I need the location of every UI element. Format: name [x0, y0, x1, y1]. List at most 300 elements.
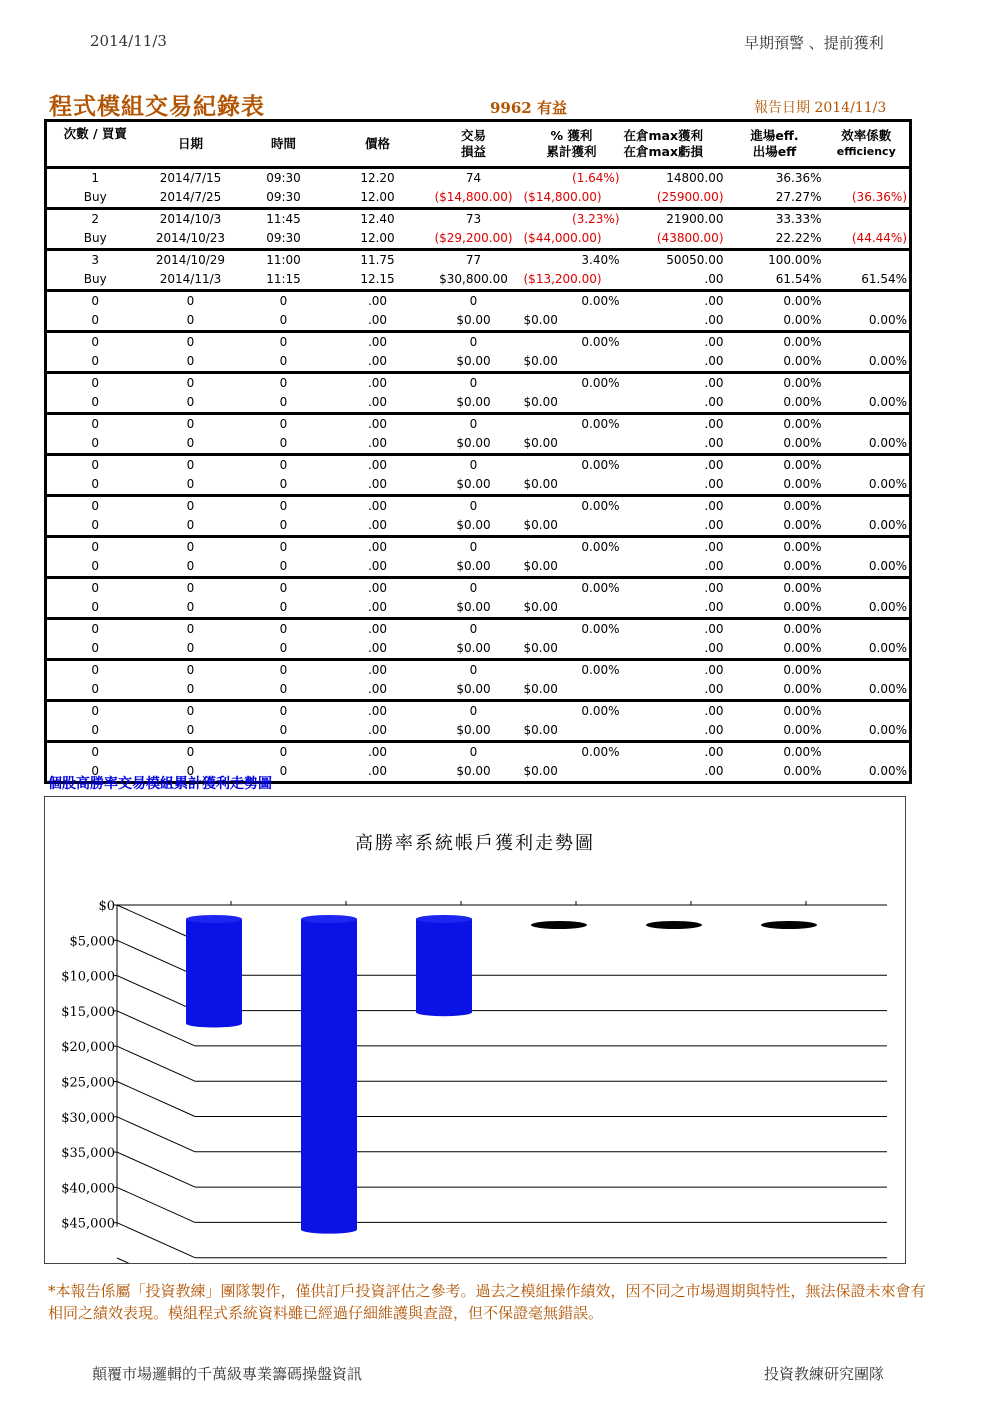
cell-efficiency	[824, 660, 911, 681]
cell-price: .00	[367, 764, 388, 778]
cell-efficiency: (36.36%)	[851, 190, 907, 204]
trade-group	[46, 455, 911, 496]
cell-price: 12.15	[360, 272, 395, 286]
cell-pct: ($13,200.00)	[523, 272, 602, 286]
cell-trade: $0.00	[456, 600, 491, 614]
table-row	[46, 537, 911, 558]
cell-pct: 0.00%	[581, 540, 620, 554]
cell-max: .00	[704, 581, 724, 595]
cell-time: 0	[279, 600, 288, 614]
cell-efficiency: 0.00%	[868, 477, 907, 491]
cell-max: .00	[704, 354, 724, 368]
cell-max: .00	[704, 417, 724, 431]
cell-efficiency: 0.00%	[868, 395, 907, 409]
cell-date: 0	[186, 354, 195, 368]
cell-max: .00	[704, 600, 724, 614]
cell-pct: 0.00%	[581, 663, 620, 677]
cell-time: 0	[279, 723, 288, 737]
cell-time: 0	[279, 641, 288, 655]
cell-date: 0	[186, 723, 195, 737]
table-row	[46, 742, 911, 763]
cell-time: 0	[279, 313, 288, 327]
cell-no: 1	[91, 171, 100, 185]
cell-efficiency	[824, 701, 911, 722]
cell-trade: $30,800.00	[439, 272, 508, 286]
cell-efficiency	[824, 291, 911, 312]
cell-eff: 0.00%	[783, 682, 822, 696]
cell-pct: $0.00	[523, 723, 558, 737]
trade-group	[46, 496, 911, 537]
grid-diagonal	[117, 905, 195, 940]
cell-eff: 0.00%	[783, 559, 822, 573]
cell-eff: 0.00%	[783, 417, 822, 431]
cell-time: 0	[279, 581, 288, 595]
cell-max: .00	[704, 518, 724, 532]
cell-date: 0	[186, 540, 195, 554]
cell-eff: 61.54%	[775, 272, 822, 286]
cell-efficiency: 0.00%	[868, 641, 907, 655]
cell-max: .00	[704, 622, 724, 636]
header-slogan: 早期預警 、提前獲利	[744, 34, 884, 52]
cell-max: .00	[704, 682, 724, 696]
cell-trade: 77	[465, 253, 482, 267]
grid-diagonal	[117, 1223, 195, 1258]
y-tick-label: $25,000	[61, 1075, 115, 1091]
cell-price: .00	[367, 335, 388, 349]
cell-pct: ($14,800.00)	[523, 190, 602, 204]
cell-date: 2014/11/3	[159, 272, 222, 286]
y-tick-label: $0	[98, 899, 115, 914]
cell-eff: 36.36%	[775, 171, 822, 185]
cell-price: .00	[367, 477, 388, 491]
header-max	[622, 121, 726, 168]
cell-trade: 0	[469, 704, 478, 718]
cell-date: 0	[186, 376, 195, 390]
grid-diagonal	[117, 1187, 195, 1222]
cell-eff: 0.00%	[783, 335, 822, 349]
header-pct-top: % 獲利	[550, 128, 593, 143]
cell-max: .00	[704, 294, 724, 308]
cell-time: 0	[279, 436, 288, 450]
cell-efficiency	[824, 250, 911, 271]
cell-date: 0	[186, 559, 195, 573]
cell-pct: (3.23%)	[572, 212, 620, 226]
cell-max: .00	[704, 745, 724, 759]
cell-pct: 3.40%	[581, 253, 620, 267]
cell-price: 12.20	[360, 171, 395, 185]
cell-price: 12.00	[360, 231, 395, 245]
cell-pct: $0.00	[523, 682, 558, 696]
cell-date: 0	[186, 764, 195, 778]
cell-max: .00	[704, 272, 724, 286]
cell-efficiency	[824, 373, 911, 394]
cell-trade: ($14,800.00)	[434, 190, 513, 204]
cell-eff: 0.00%	[783, 436, 822, 450]
bar	[416, 919, 472, 1012]
bar-top	[186, 915, 242, 923]
cell-eff: 0.00%	[783, 477, 822, 491]
cell-efficiency: 0.00%	[868, 354, 907, 368]
cell-time: 11:15	[266, 272, 301, 286]
disclaimer-note: *本報告係屬「投資教練」團隊製作，僅供訂戶投資評估之參考。過去之模組操作績效，因不同之市場週期與特性，無法保證未來會有相同之績效表現。模組程式系統資料雖已經過仔細維護與查證，但不保證毫無錯誤。	[48, 1282, 926, 1322]
header-efficiency-bottom: efficiency	[836, 145, 896, 158]
cell-efficiency: 0.00%	[868, 764, 907, 778]
cell-max: .00	[704, 313, 724, 327]
cell-date: 0	[186, 436, 195, 450]
y-tick-label: $15,000	[61, 1004, 115, 1020]
y-tick-label: $5,000	[69, 934, 115, 950]
header-efficiency	[824, 121, 911, 168]
cell-no: 2	[91, 212, 100, 226]
header-max-bottom: 在倉max虧損	[623, 144, 704, 159]
cell-no: 0	[91, 704, 100, 718]
cell-time: 0	[279, 499, 288, 513]
cell-eff: 0.00%	[783, 745, 822, 759]
cell-pct: 0.00%	[581, 458, 620, 472]
cell-pct: 0.00%	[581, 417, 620, 431]
cell-trade: $0.00	[456, 436, 491, 450]
table-row	[46, 721, 911, 742]
cell-pct: 0.00%	[581, 376, 620, 390]
cell-time: 11:45	[266, 212, 301, 226]
grid-diagonal	[117, 1046, 195, 1081]
grid-diagonal	[117, 940, 195, 975]
cell-no: 0	[91, 764, 100, 778]
cell-max: .00	[704, 395, 724, 409]
cell-no: 0	[91, 335, 100, 349]
cell-max: .00	[704, 641, 724, 655]
cell-no: 0	[91, 682, 100, 696]
cell-pct: ($44,000.00)	[523, 231, 602, 245]
cell-trade: $0.00	[456, 477, 491, 491]
bar-bottom	[416, 1008, 472, 1016]
cell-pct: 0.00%	[581, 294, 620, 308]
cell-no: 0	[91, 436, 100, 450]
cell-eff: 0.00%	[783, 723, 822, 737]
cell-no: 0	[91, 581, 100, 595]
cell-price: .00	[367, 417, 388, 431]
cell-efficiency	[824, 496, 911, 517]
cell-time: 09:30	[266, 171, 301, 185]
header-date: 2014/11/3	[90, 32, 167, 50]
cell-eff: 0.00%	[783, 600, 822, 614]
cell-price: 12.40	[360, 212, 395, 226]
cell-no: 0	[91, 745, 100, 759]
cell-efficiency	[824, 455, 911, 476]
header-time: 時間	[270, 136, 296, 151]
table-row	[46, 475, 911, 496]
cell-no: 0	[91, 376, 100, 390]
cell-date: 0	[186, 335, 195, 349]
y-tick-label: $35,000	[61, 1146, 115, 1162]
cell-pct: $0.00	[523, 764, 558, 778]
bar-zero	[531, 921, 587, 929]
grid-diagonal	[117, 1258, 195, 1263]
cell-trade: 73	[465, 212, 482, 226]
bar-top	[416, 915, 472, 923]
cell-max: (25900.00)	[656, 190, 724, 204]
cell-no: 0	[91, 559, 100, 573]
chart-title: 高勝率系統帳戶獲利走勢圖	[355, 833, 595, 854]
cell-date: 0	[186, 682, 195, 696]
cell-no: 0	[91, 458, 100, 472]
cell-date: 0	[186, 704, 195, 718]
cell-pct: 0.00%	[581, 335, 620, 349]
cell-date: 2014/10/23	[155, 231, 226, 245]
cell-price: .00	[367, 354, 388, 368]
cell-trade: 0	[469, 499, 478, 513]
cell-price: .00	[367, 600, 388, 614]
table-row	[46, 516, 911, 537]
cell-time: 0	[279, 458, 288, 472]
header-eff-top: 進場eff.	[750, 128, 799, 143]
stock-name: 9962 有益	[490, 99, 567, 117]
cell-eff: 33.33%	[775, 212, 822, 226]
cell-date: 0	[186, 581, 195, 595]
cell-date: 0	[186, 622, 195, 636]
table-row	[46, 414, 911, 435]
cell-max: .00	[704, 704, 724, 718]
cell-time: 0	[279, 663, 288, 677]
cell-no: Buy	[83, 231, 107, 245]
bar	[301, 919, 357, 1230]
cell-no: 0	[91, 354, 100, 368]
bar-zero	[761, 921, 817, 929]
header-no: 次數 / 買賣	[63, 126, 127, 141]
cell-eff: 0.00%	[783, 354, 822, 368]
cell-trade: 0	[469, 376, 478, 390]
cell-no: 3	[91, 253, 100, 267]
cell-eff: 0.00%	[783, 663, 822, 677]
cell-trade: $0.00	[456, 764, 491, 778]
cell-pct: $0.00	[523, 354, 558, 368]
cell-date: 2014/7/15	[159, 171, 222, 185]
cell-efficiency: 0.00%	[868, 600, 907, 614]
cell-eff: 0.00%	[783, 395, 822, 409]
chart-svg	[45, 797, 905, 1263]
cell-no: 0	[91, 600, 100, 614]
header-eff-bottom: 出場eff	[752, 144, 797, 159]
table-header	[46, 121, 911, 168]
cell-eff: 0.00%	[783, 704, 822, 718]
cell-pct: 0.00%	[581, 581, 620, 595]
cell-eff: 0.00%	[783, 294, 822, 308]
table-row	[46, 373, 911, 394]
table-row	[46, 311, 911, 332]
cell-date: 0	[186, 745, 195, 759]
table-row	[46, 598, 911, 619]
trade-group	[46, 578, 911, 619]
cell-price: .00	[367, 376, 388, 390]
cell-max: .00	[704, 376, 724, 390]
cell-eff: 0.00%	[783, 313, 822, 327]
cell-date: 0	[186, 395, 195, 409]
y-tick-label: $45,000	[61, 1216, 115, 1232]
cell-date: 0	[186, 518, 195, 532]
trade-log-table	[44, 119, 912, 784]
header-max-top: 在倉max獲利	[623, 128, 704, 143]
cell-trade: $0.00	[456, 559, 491, 573]
cell-eff: 100.00%	[768, 253, 822, 267]
table-row	[46, 270, 911, 291]
table-row	[46, 455, 911, 476]
cell-trade: 0	[469, 458, 478, 472]
cell-pct: $0.00	[523, 477, 558, 491]
header-trade-bottom: 損益	[460, 144, 486, 159]
cell-time: 0	[279, 335, 288, 349]
cell-price: .00	[367, 518, 388, 532]
cell-time: 0	[279, 704, 288, 718]
cell-eff: 27.27%	[775, 190, 822, 204]
cell-efficiency: 0.00%	[868, 436, 907, 450]
cell-efficiency	[824, 168, 911, 189]
cell-time: 0	[279, 477, 288, 491]
footer-right: 投資教練研究團隊	[764, 1365, 885, 1383]
cell-eff: 0.00%	[783, 641, 822, 655]
trade-group	[46, 332, 911, 373]
cell-trade: $0.00	[456, 518, 491, 532]
bar-top	[301, 915, 357, 923]
cell-eff: 0.00%	[783, 764, 822, 778]
table-row	[46, 209, 911, 230]
cell-no: 0	[91, 313, 100, 327]
cell-pct: $0.00	[523, 518, 558, 532]
cell-no: 0	[91, 723, 100, 737]
cell-efficiency	[824, 742, 911, 763]
cell-time: 0	[279, 354, 288, 368]
report-date: 報告日期 2014/11/3	[754, 100, 887, 116]
cell-efficiency	[824, 414, 911, 435]
cell-pct: $0.00	[523, 313, 558, 327]
cell-pct: $0.00	[523, 559, 558, 573]
y-tick-label: $10,000	[61, 969, 115, 985]
cell-eff: 0.00%	[783, 499, 822, 513]
cell-pct: 0.00%	[581, 622, 620, 636]
table-row	[46, 557, 911, 578]
chart-section-title: 個股高勝率交易模組累計獲利走勢圖	[48, 776, 272, 792]
table-row	[46, 701, 911, 722]
cell-efficiency	[824, 209, 911, 230]
cell-trade: 0	[469, 745, 478, 759]
trade-group	[46, 373, 911, 414]
cell-pct: $0.00	[523, 641, 558, 655]
cell-trade: $0.00	[456, 313, 491, 327]
cell-price: .00	[367, 723, 388, 737]
cell-trade: 0	[469, 622, 478, 636]
cell-max: .00	[704, 723, 724, 737]
cell-price: .00	[367, 622, 388, 636]
trade-group	[46, 701, 911, 742]
cell-date: 0	[186, 458, 195, 472]
cell-trade: 0	[469, 540, 478, 554]
cell-eff: 22.22%	[775, 231, 822, 245]
cell-max: 50050.00	[666, 253, 724, 267]
header-eff	[726, 121, 824, 168]
cell-time: 0	[279, 376, 288, 390]
cell-trade: $0.00	[456, 641, 491, 655]
cell-price: .00	[367, 540, 388, 554]
trade-group	[46, 209, 911, 250]
table-row	[46, 639, 911, 660]
profit-chart	[44, 796, 906, 1264]
cell-price: .00	[367, 745, 388, 759]
cell-trade: ($29,200.00)	[434, 231, 513, 245]
cell-trade: 0	[469, 663, 478, 677]
cell-price: .00	[367, 663, 388, 677]
header-pct-bottom: 累計獲利	[546, 144, 597, 159]
cell-trade: $0.00	[456, 354, 491, 368]
cell-efficiency	[824, 619, 911, 640]
cell-pct: (1.64%)	[572, 171, 620, 185]
cell-price: .00	[367, 313, 388, 327]
cell-efficiency: 0.00%	[868, 682, 907, 696]
bar-zero	[646, 921, 702, 929]
cell-time: 09:30	[266, 190, 301, 204]
cell-no: 0	[91, 499, 100, 513]
table-row	[46, 434, 911, 455]
cell-time: 0	[279, 518, 288, 532]
table-row	[46, 250, 911, 271]
cell-max: 21900.00	[666, 212, 724, 226]
cell-trade: 0	[469, 417, 478, 431]
cell-time: 0	[279, 745, 288, 759]
header-price: 價格	[364, 136, 390, 151]
cell-efficiency: (44.44%)	[851, 231, 907, 245]
cell-date: 2014/10/3	[159, 212, 222, 226]
trade-group	[46, 537, 911, 578]
cell-trade: 74	[465, 171, 482, 185]
cell-no: 0	[91, 622, 100, 636]
bar	[186, 919, 242, 1023]
header-pct	[522, 121, 622, 168]
header-date: 日期	[177, 136, 203, 151]
header-efficiency-top: 效率係數	[841, 128, 892, 143]
y-tick-label: $20,000	[61, 1040, 115, 1056]
cell-no: 0	[91, 663, 100, 677]
cell-pct: $0.00	[523, 600, 558, 614]
cell-date: 2014/7/25	[159, 190, 222, 204]
cell-trade: 0	[469, 294, 478, 308]
cell-time: 11:00	[266, 253, 301, 267]
cell-trade: $0.00	[456, 723, 491, 737]
cell-efficiency: 0.00%	[868, 723, 907, 737]
cell-price: .00	[367, 395, 388, 409]
cell-price: .00	[367, 641, 388, 655]
cell-max: .00	[704, 540, 724, 554]
cell-price: .00	[367, 581, 388, 595]
cell-no: 0	[91, 395, 100, 409]
cell-trade: 0	[469, 335, 478, 349]
cell-pct: $0.00	[523, 436, 558, 450]
cell-max: .00	[704, 335, 724, 349]
cell-price: .00	[367, 294, 388, 308]
cell-eff: 0.00%	[783, 376, 822, 390]
cell-max: .00	[704, 663, 724, 677]
cell-date: 0	[186, 417, 195, 431]
cell-pct: $0.00	[523, 395, 558, 409]
header-trade	[426, 121, 522, 168]
cell-date: 0	[186, 641, 195, 655]
cell-time: 0	[279, 559, 288, 573]
cell-pct: 0.00%	[581, 499, 620, 513]
trade-group	[46, 660, 911, 701]
cell-no: 0	[91, 518, 100, 532]
table-row	[46, 393, 911, 414]
y-tick-label: $40,000	[61, 1181, 115, 1197]
cell-max: .00	[704, 559, 724, 573]
cell-date: 0	[186, 477, 195, 491]
cell-max: 14800.00	[666, 171, 724, 185]
